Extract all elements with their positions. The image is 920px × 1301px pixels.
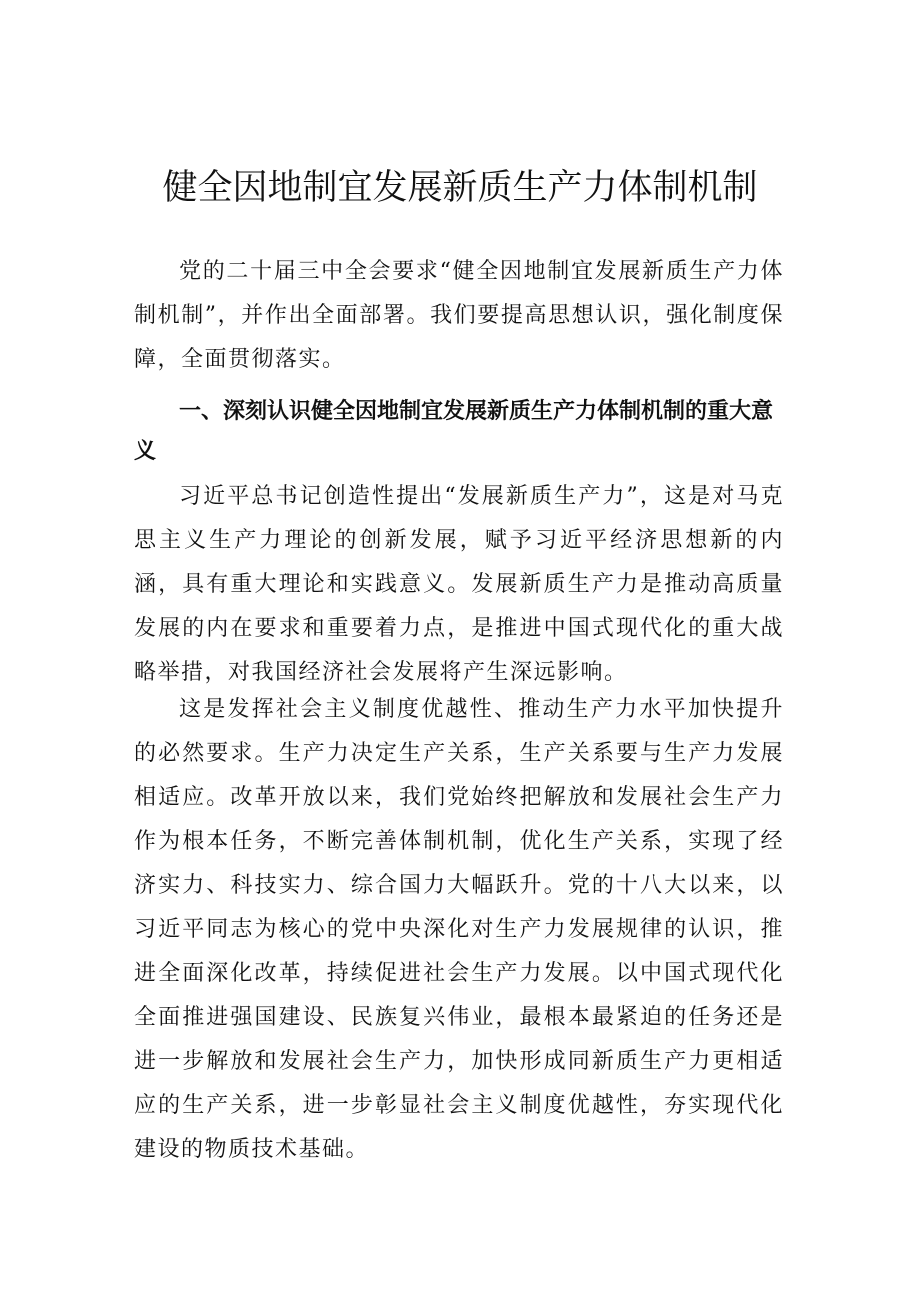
section-1-paragraph-1: 习近平总书记创造性提出“发展新质生产力”，这是对马克思主义生产力理论的创新发展，赋予习近平经济思想新的内涵，具有重大理论和实践意义。发展新质生产力是推动高质量发展的内在要求和重要着力点，是推进中国式现代化的重大战略举措，对我国经济社会发展将产生深远影响。: [134, 484, 784, 685]
section-1-paragraph-2: 这是发挥社会主义制度优越性、推动生产力水平加快提升的必然要求。生产力决定生产关系，生产关系要与生产力发展相适应。改革开放以来，我们党始终把解放和发展社会生产力作为根本任务，不断完善体制机制，优化生产关系，实现了经济实力、科技实力、综合国力大幅跃升。党的十八大以来，以习近平同志为核心的党中央深化对生产力发展规律的认识，推进全面深化改革，持续促进社会生产力发展。以中国式现代化全面推进强国建设、民族复兴伟业，最根本最紧迫的任务还是进一步解放和发展社会生产力，加快形成同新质生产力更相适应的生产关系，进一步彰显社会主义制度优越性，夯实现代化建设的物质技术基础。: [134, 697, 784, 1162]
intro-paragraph: 党的二十届三中全会要求“健全因地制宜发展新质生产力体制机制”，并作出全面部署。我们要提高思想认识，强化制度保障，全面贯彻落实。: [134, 259, 784, 372]
document-title: 健全因地制宜发展新质生产力体制机制: [162, 168, 758, 208]
section-1-heading: 一、深刻认识健全因地制宜发展新质生产力体制机制的重大意义: [134, 399, 774, 464]
